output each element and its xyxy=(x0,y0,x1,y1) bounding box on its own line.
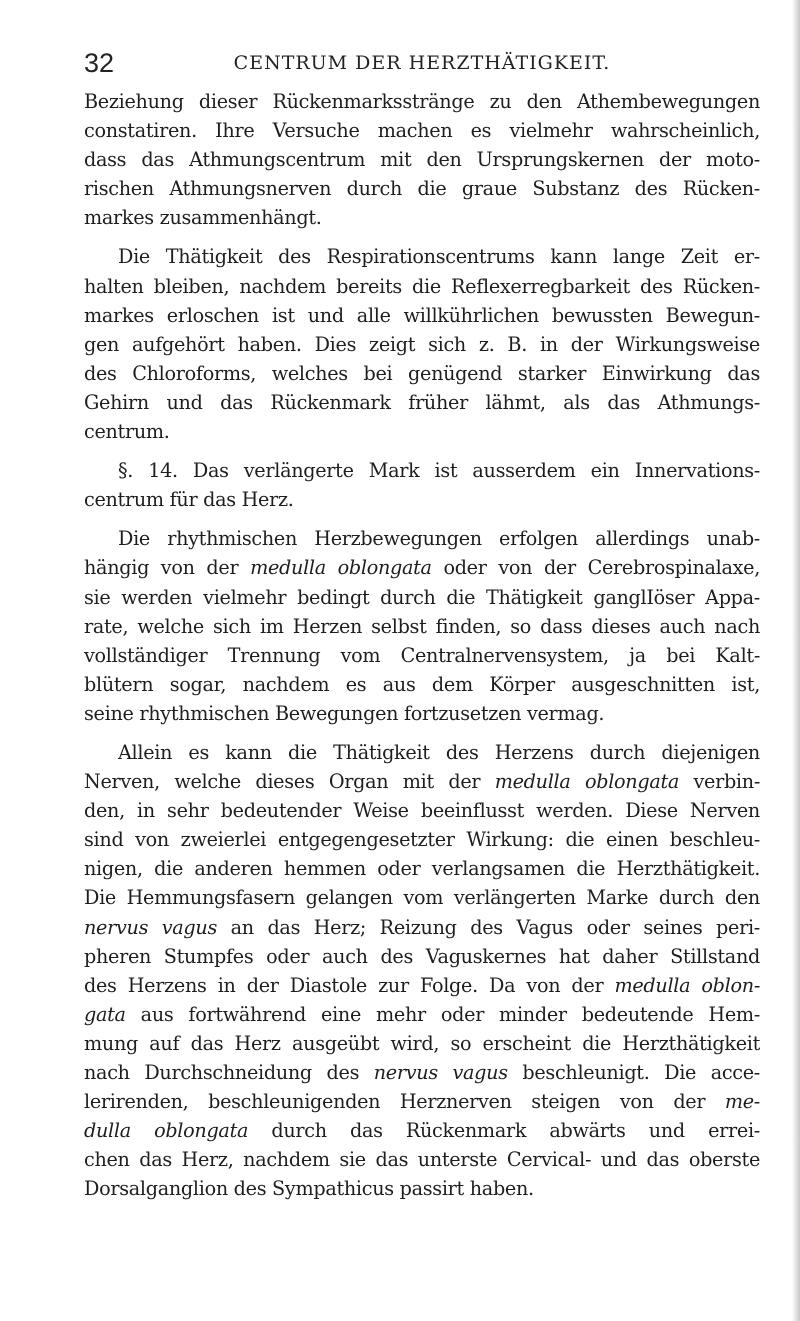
text-line: vollständiger Trennung vom Centralnervensystem, ja bei Kalt- xyxy=(84,643,760,667)
text-line: Die rhythmischen Herzbewegungen erfolgen allerdings unab- xyxy=(118,527,760,551)
text-line: des Chloroforms, welches bei genügend starker Einwirkung das xyxy=(84,361,760,385)
text-line: markes zusammenhängt. xyxy=(84,206,322,230)
page-edge-shadow xyxy=(792,0,800,1321)
text-line: Nerven, welche dieses Organ mit der medulla oblongata verbin- xyxy=(84,770,761,794)
latin-term: nervus vagus xyxy=(373,1061,508,1084)
text-line: constatiren. Ihre Versuche machen es vielmehr wahrscheinlich, xyxy=(84,119,760,143)
text-line: Allein es kann die Thätigkeit des Herzens durch diejenigen xyxy=(118,740,760,764)
text-line: nervus vagus an das Herz; Reizung des Vagus oder seines peri- xyxy=(84,915,760,939)
latin-term: nervus vagus xyxy=(84,915,218,939)
text-line: centrum. xyxy=(84,420,170,444)
text-line: sie werden vielmehr bedingt durch die Thätigkeit ganglIöser Appa- xyxy=(84,585,760,609)
text-line: markes erloschen ist und alle willkührlichen bewussten Bewegun- xyxy=(84,303,760,327)
text-line: halten bleiben, nachdem bereits die Reflexerregbarkeit des Rücken- xyxy=(84,274,760,298)
latin-term: medulla oblongata xyxy=(250,556,432,580)
text-line: pheren Stumpfes oder auch des Vaguskernes hat daher Stillstand xyxy=(84,944,760,968)
text-line: chen das Herz, nachdem sie das unterste Cervical- und das oberste xyxy=(84,1148,760,1172)
paragraph-1 xyxy=(84,87,760,232)
paragraph-5 xyxy=(84,738,760,1204)
text-line: mung auf das Herz ausgeübt wird, so erscheint die Herzthätigkeit xyxy=(84,1031,760,1055)
text-line: sind von zweierlei entgegengesetzter Wirkung: die einen beschleu- xyxy=(84,828,760,852)
text-line: centrum für das Herz. xyxy=(84,488,294,512)
latin-term: dulla oblongata xyxy=(84,1119,249,1143)
text-line: nach Durchschneidung des nervus vagus beschleunigt. Die acce- xyxy=(84,1061,760,1084)
text-line: dulla oblongata durch das Rückenmark abwärts und errei- xyxy=(84,1119,760,1143)
paragraph-section-14 xyxy=(84,456,760,514)
paragraph-4 xyxy=(84,524,760,728)
text-line: hängig von der medulla oblongata oder von der Cerebrospinalaxe, xyxy=(84,556,760,580)
latin-term: medulla oblongata xyxy=(494,770,680,794)
running-head: CENTRUM DER HERZTHÄTIGKEIT. xyxy=(233,52,611,74)
page-header xyxy=(84,46,760,80)
text-line: gen aufgehört haben. Dies zeigt sich z. B. in der Wirkungsweise xyxy=(84,332,760,356)
text-line: gata aus fortwährend eine mehr oder minder bedeutende Hem- xyxy=(84,1002,760,1026)
text-line: Die Thätigkeit des Respirationscentrums kann lange Zeit er- xyxy=(118,245,760,269)
text-line: Gehirn und das Rückenmark früher lähmt, als das Athmungs- xyxy=(84,390,760,414)
text-line: nigen, die anderen hemmen oder verlangsamen die Herzthätigkeit. xyxy=(84,857,760,881)
text-line: Dorsalganglion des Sympathicus passirt haben. xyxy=(84,1177,534,1201)
text-line: des Herzens in der Diastole zur Folge. Da von der medulla oblon- xyxy=(84,973,760,997)
paragraph-2 xyxy=(84,242,760,446)
text-line: seine rhythmischen Bewegungen fortzusetzen vermag. xyxy=(84,701,605,725)
text-line: blütern sogar, nachdem es aus dem Körper ausgeschnitten ist, xyxy=(84,672,760,696)
text-line: dass das Athmungscentrum mit den Ursprungskernen der moto- xyxy=(84,148,760,172)
text-line: Beziehung dieser Rückenmarksstränge zu den Athembewegungen xyxy=(84,90,760,113)
page-number: 32 xyxy=(84,48,115,78)
section-heading-line: §. 14. Das verlängerte Mark ist ausserdem ein Innervations- xyxy=(118,459,760,483)
text-line: rate, welche sich im Herzen selbst finden, so dass dieses auch nach xyxy=(84,614,760,638)
text-line: rischen Athmungsnerven durch die graue Substanz des Rücken- xyxy=(84,177,760,201)
latin-term: medulla oblon- xyxy=(614,973,760,997)
body-text xyxy=(84,87,760,1203)
text-line: Die Hemmungsfasern gelangen vom verlängerten Marke durch den xyxy=(84,886,760,910)
text-line: den, in sehr bedeutender Weise beeinflusst werden. Diese Nerven xyxy=(84,799,760,823)
latin-term: me- xyxy=(724,1090,760,1114)
latin-term: gata xyxy=(84,1002,126,1026)
text-line: lerirenden, beschleunigenden Herznerven steigen von der me- xyxy=(84,1090,760,1114)
